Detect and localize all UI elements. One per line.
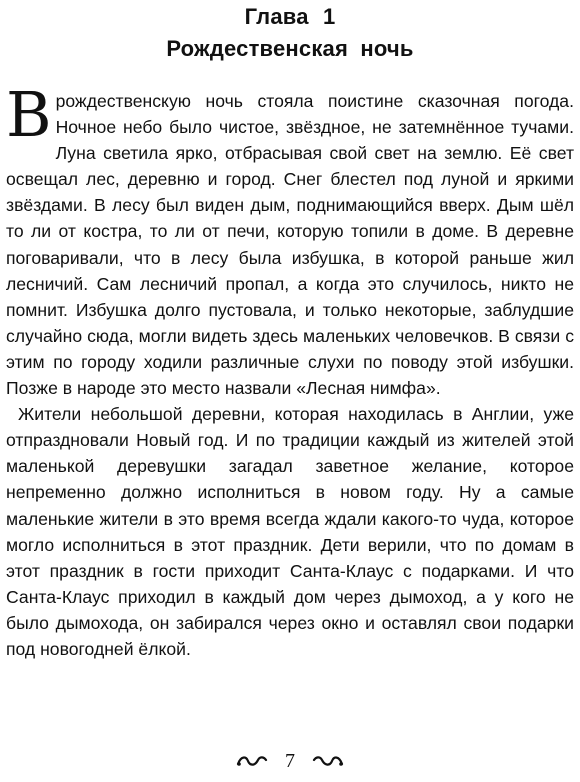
chapter-number: Глава 1 (244, 4, 336, 29)
paragraph-text: рождественскую ночь стояла поистине сказочная погода. Ночное небо было чистое, звёздное, не затемнённое тучами. Луна светила ярко, отбрасывая свой свет на землю. Её свет освещал лес, деревню и город. Снег блестел под луной и яркими звёздами. В лесу был виден дым, поднимающийся вверх. Дым шёл то ли от костра, то ли от печи, которую топили в доме. В деревне поговаривали, что в лесу была избушка, в которой раньше жил лесничий. Сам лесничий пропал, а когда это случилось, никто не помнит. Избушка долго пустовала, и только некоторые, заблудшие случайно сюда, могли видеть здесь маленьких человечков. В связи с этим по городу ходили различные слухи по поводу этой избушки. Позже в народе это место назвали «Лесная нимфа». (6, 91, 574, 399)
paragraph-1 (6, 78, 574, 401)
drop-cap: В (6, 78, 52, 151)
ornament-swirl-icon (236, 754, 268, 768)
ornament-swirl-icon (312, 754, 344, 768)
page-footer (0, 748, 580, 773)
page-number: 7 (285, 750, 295, 773)
paragraph-2: Жители небольшой деревни, которая находилась в Англии, уже отпраздновали Новый год. И по традиции каждый из жителей этой маленькой деревушки загадал заветное желание, которое непременно должно исполниться в новом году. Ну а самые маленькие жители в это время всегда ждали какого-то чуда, которое могло исполниться в этот праздник. Дети верили, что по домам в этот праздник в гости приходит Санта-Клаус с подарками. И что Санта-Клаус приходил в каждый дом через дымоход, а у кого не было дымохода, он забирался через окно и оставлял свои подарки под новогодней ёлкой. (6, 404, 574, 659)
chapter-title: Рождественская ночь (166, 36, 414, 61)
chapter-body (6, 78, 574, 662)
